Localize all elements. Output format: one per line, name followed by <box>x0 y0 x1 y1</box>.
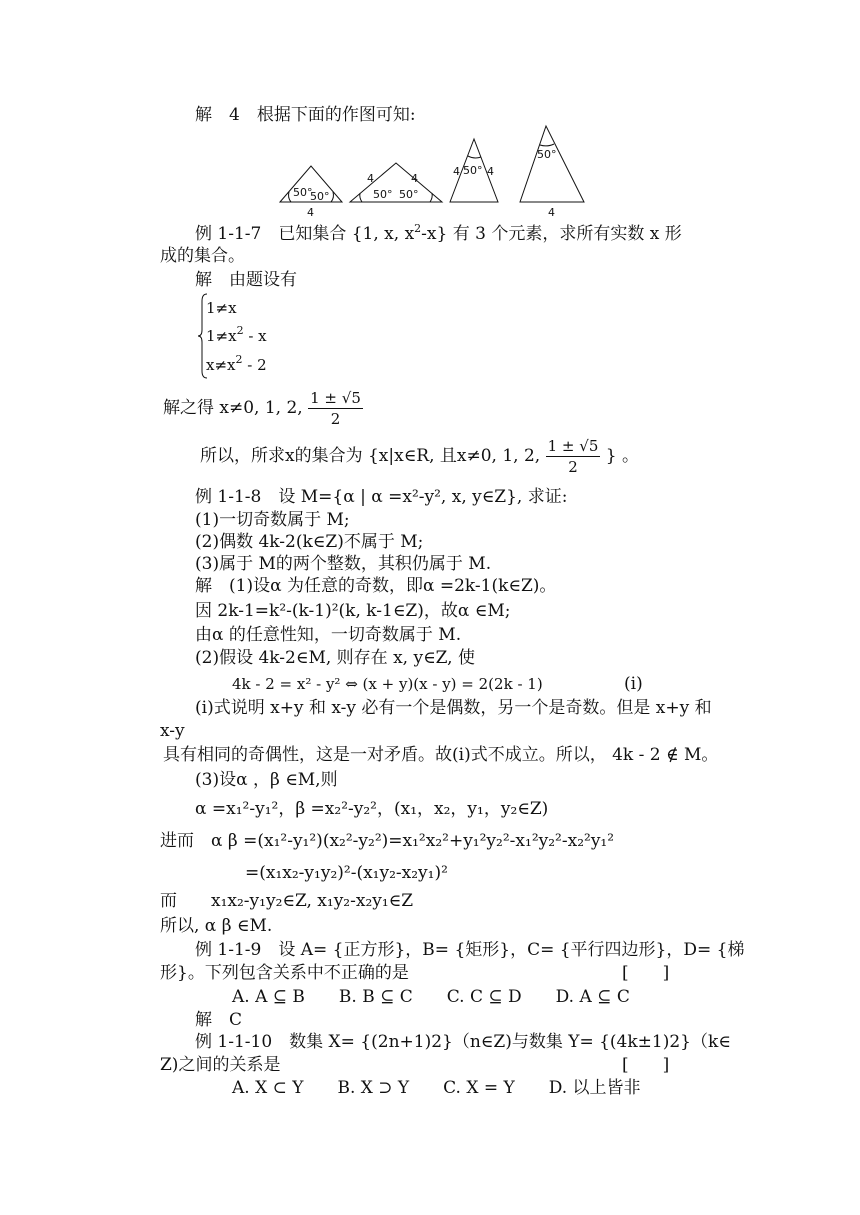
example-1-1-10-line1: 例 1-1-10 数集 X= {(2n+1)2}（n∈Z)与数集 Y= {(4k±1)2}（k∈ <box>195 1032 731 1052</box>
proof-3-integers: 而 x₁x₂-y₁y₂∈Z, x₁y₂-x₂y₁∈Z <box>160 891 414 911</box>
example-1-1-10-options: A. X ⊂ Y B. X ⊃ Y C. X = Y D. 以上皆非 <box>232 1078 641 1098</box>
answer-bracket: [ ] <box>622 1055 670 1075</box>
proof-2-end: 具有相同的奇偶性，这是一对矛盾。故(i)式不成立。所以， 4k - 2 ∉ M。 <box>163 745 719 765</box>
example-1-1-9-options: A. A ⊆ B B. B ⊆ C C. C ⊆ D D. A ⊆ C <box>232 987 630 1007</box>
equation-i-tag: (i) <box>624 674 643 694</box>
proof-1-step: 因 2k-1=k²-(k-1)²(k, k-1∈Z)，故α ∈M; <box>195 601 511 621</box>
proof-1-end: 由α 的任意性知，一切奇数属于 M. <box>195 625 462 645</box>
triangle-3 <box>450 139 498 202</box>
example-1-1-10-line2: Z)之间的关系是 <box>160 1055 281 1075</box>
conclusion-set: 所以，所求x的集合为 {x|x∈R, 且x≠0, 1, 2, $\frac{1 \pm √5}{2}$ } 。 <box>200 437 639 476</box>
claim-3: (3)属于 M的两个整数，其积仍属于 M. <box>195 554 492 574</box>
solution-result: 解之得 x≠0, 1, 2, $\frac{1 \pm √5}{2}$ <box>163 389 361 428</box>
example-1-1-7-line1: 例 1-1-7 已知集合 {1, x, $x^2-x$} 有 3 个元素，求所有实数 x 形 <box>195 222 682 244</box>
proof-3-defs: α =x₁²-y₁²，β =x₂²-y₂²，(x₁，x₂，y₁，y₂∈Z) <box>195 799 549 819</box>
triangle-1 <box>280 166 342 202</box>
triangle-4-angle: 50° <box>537 148 557 161</box>
example-1-1-9-line2: 形}。下列包含关系中不正确的是 <box>160 963 409 983</box>
triangle-3-angle: 50° <box>463 164 483 177</box>
claim-2: (2)偶数 4k-2(k∈Z)不属于 M; <box>195 532 424 552</box>
proof-3-start: (3)设α ，β ∈M,则 <box>195 770 338 790</box>
triangle-3-side-right: 4 <box>487 165 494 178</box>
example-1-1-8: 例 1-1-8 设 M={α | α =x²-y², x, y∈Z}, 求证: <box>195 487 568 507</box>
triangle-4-base: 4 <box>548 206 555 219</box>
example-1-1-7-line2: 成的集合。 <box>160 246 245 266</box>
proof-3-end: 所以, α β ∈M. <box>160 916 273 936</box>
system-eq1: 1≠x <box>206 299 237 317</box>
system-eq2: $1\ne x^2 - x$ <box>206 324 267 345</box>
proof-1-start: 解 (1)设α 为任意的奇数，即α =2k-1(k∈Z)。 <box>195 576 557 596</box>
answer-bracket: [ ] <box>622 963 670 983</box>
triangle-2-side-left: 4 <box>367 172 374 185</box>
triangle-3-side-left: 4 <box>453 165 460 178</box>
triangle-4 <box>520 126 584 202</box>
triangle-1-angle-right: 50° <box>310 190 330 203</box>
example-1-1-9-answer: 解 C <box>195 1010 243 1030</box>
solution-label: 解 由题设有 <box>195 270 297 290</box>
triangle-1-base: 4 <box>307 206 314 219</box>
proof-3-product: 进而 α β =(x₁²-y₁²)(x₂²-y₂²)=x₁²x₂²+y₁²y₂²-x₁²y₂²-x₂²y₁² <box>160 831 615 851</box>
proof-3-identity: =(x₁x₂-y₁y₂)²-(x₁y₂-x₂y₁)² <box>245 863 448 883</box>
fraction: $\frac{1 \pm √5}{2}$ <box>547 437 599 476</box>
solution-4-intro: 解 4 根据下面的作图可知: <box>195 105 416 125</box>
triangle-2-angle-left: 50° <box>373 188 393 201</box>
triangle-2-angle-right: 50° <box>399 188 419 201</box>
triangle-2-side-right: 4 <box>411 172 418 185</box>
proof-2-line: (i)式说明 x+y 和 x-y 必有一个是偶数，另一个是奇数。但是 x+y 和 <box>195 698 712 718</box>
fraction: $\frac{1 \pm √5}{2}$ <box>310 389 361 428</box>
triangle-1-angle-left: 50° <box>293 186 313 199</box>
proof-2-start: (2)假设 4k-2∈M, 则存在 x, y∈Z, 使 <box>195 648 475 668</box>
triangle-2 <box>350 163 442 202</box>
equation-i: 4k - 2 = x² - y² ⇔ (x + y)(x - y) = 2(2k - 1) <box>232 675 543 693</box>
claim-1: (1)一切奇数属于 M; <box>195 510 350 530</box>
system-eq3: $x\ne x^2 - 2$ <box>206 353 267 374</box>
proof-2-wrap: x-y <box>160 721 185 741</box>
example-1-1-9-line1: 例 1-1-9 设 A= {正方形}，B= {矩形}，C= {平行四边形}，D= {梯 <box>195 940 745 960</box>
